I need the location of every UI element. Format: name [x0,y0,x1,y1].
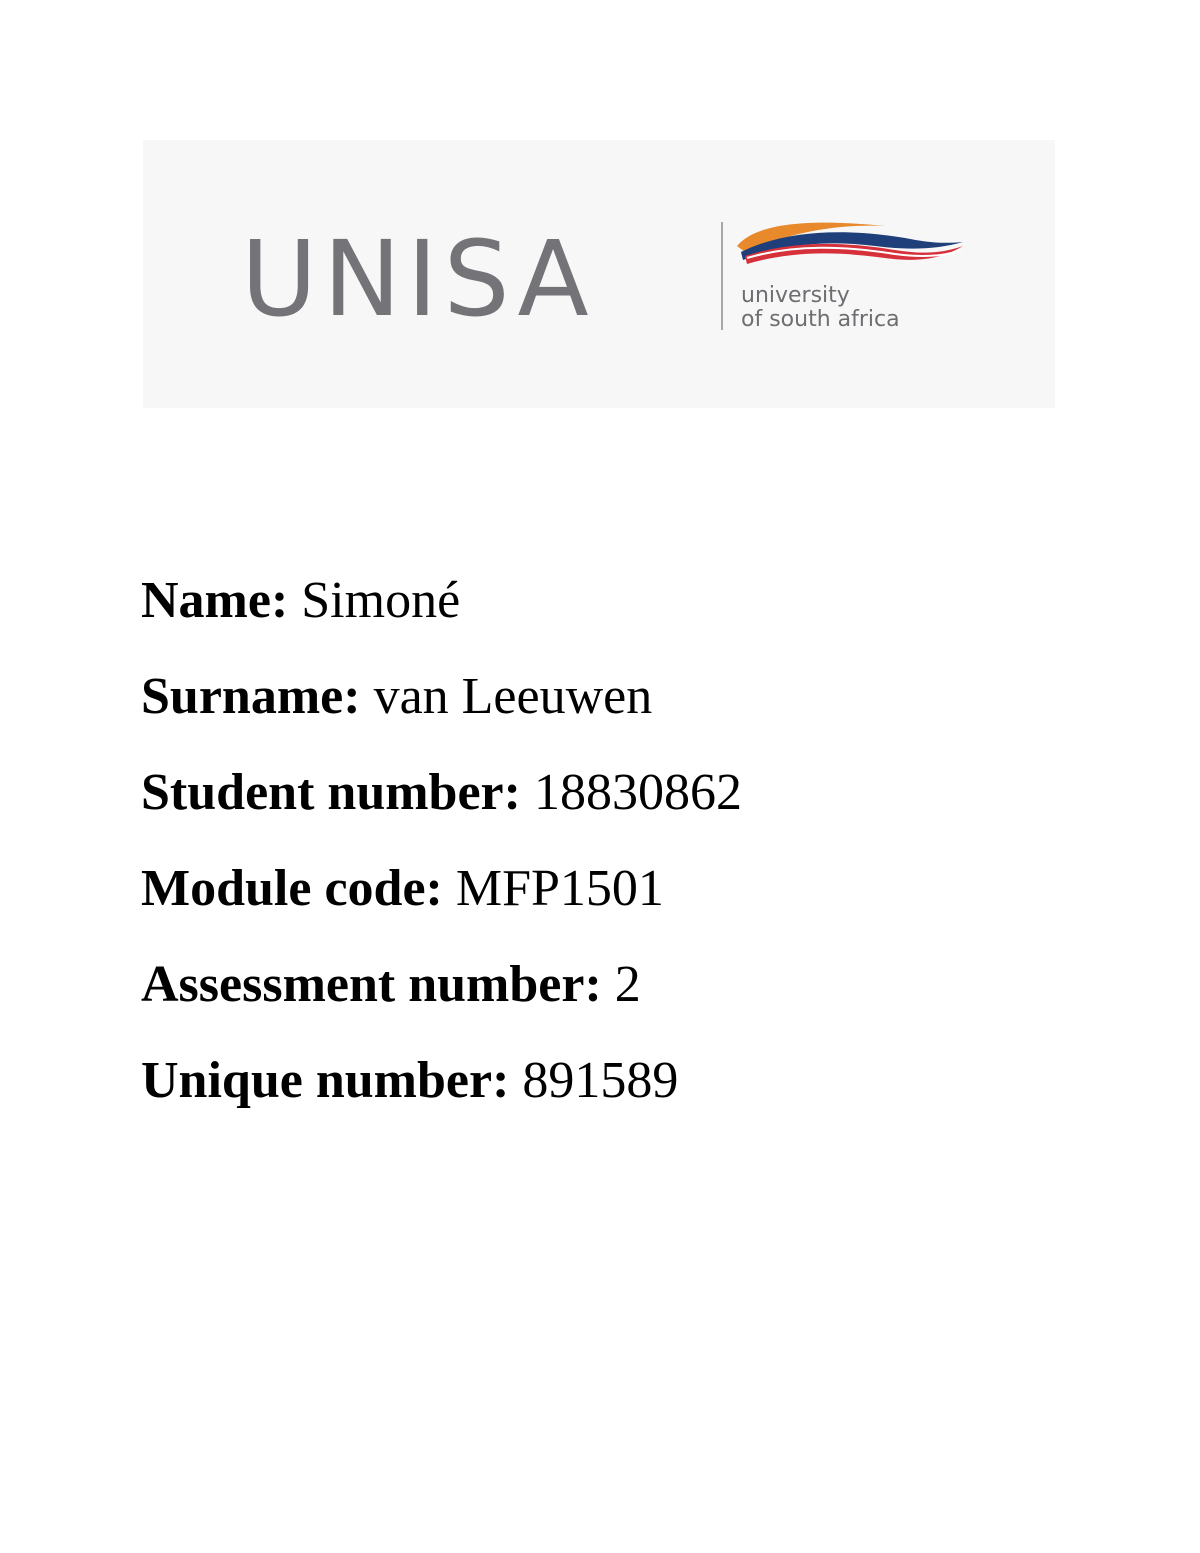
field-student-number-value: 18830862 [533,764,742,821]
logo-subtitle-line2: of south africa [741,307,900,332]
field-module-code [141,859,1141,955]
field-unique-number [141,1051,1141,1147]
field-unique-number-label: Unique number: [141,1052,510,1109]
field-surname-value: van Leeuwen [373,668,653,725]
field-assessment-number-label: Assessment number: [141,956,602,1013]
logo-subtitle-line1: university [741,283,850,308]
field-student-number-label: Student number: [141,764,521,821]
field-assessment-number-value: 2 [614,956,641,1013]
field-assessment-number [141,955,1141,1051]
logo-divider [721,222,723,330]
field-surname [141,667,1141,763]
field-unique-number-value: 891589 [522,1052,679,1109]
flag-swoosh-icon [735,216,965,276]
field-module-code-label: Module code: [141,860,443,917]
logo-wordmark: UNISA [241,218,595,340]
field-surname-label: Surname: [141,668,361,725]
unisa-logo [143,140,1055,408]
student-details [141,571,1141,1147]
field-name [141,571,1141,667]
field-student-number [141,763,1141,859]
logo-subtitle [741,284,900,332]
field-name-label: Name: [141,572,289,629]
field-name-value: Simoné [301,572,461,629]
field-module-code-value: MFP1501 [455,860,664,917]
